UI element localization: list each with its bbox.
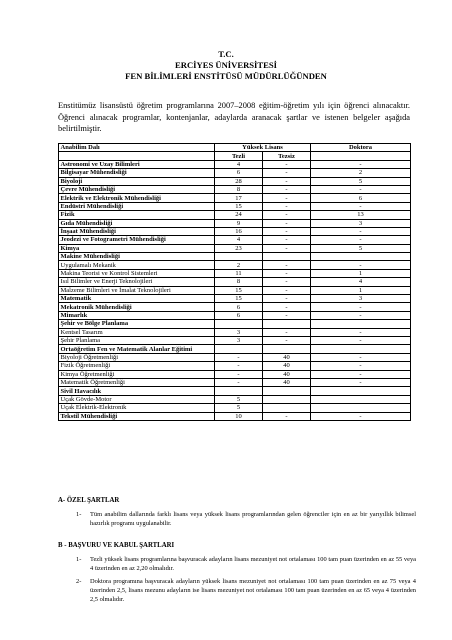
header-phd: Doktora: [311, 144, 411, 152]
table-row: [59, 328, 411, 336]
tezsiz-value: -: [263, 412, 311, 420]
dept-name: Biyoloji Öğretmenliği: [59, 353, 215, 361]
tezsiz-value: [263, 404, 311, 412]
tezli-value: 6: [215, 303, 263, 311]
tezsiz-value: -: [263, 295, 311, 303]
dept-name: Fizik: [59, 211, 215, 219]
dept-name: Kimya Öğretmenliği: [59, 370, 215, 378]
tezli-value: 15: [215, 295, 263, 303]
table-row: [59, 253, 411, 261]
tezsiz-value: -: [263, 328, 311, 336]
section-b-item-2: [76, 577, 416, 605]
phd-value: 5: [311, 177, 411, 185]
table-row: [59, 269, 411, 277]
table-row: [59, 219, 411, 227]
table-row: [59, 278, 411, 286]
table-row: [59, 227, 411, 235]
dept-name: Kimya: [59, 244, 215, 252]
tezsiz-value: -: [263, 236, 311, 244]
tezli-value: 6: [215, 169, 263, 177]
tezli-value: 17: [215, 194, 263, 202]
table-row: [59, 345, 411, 353]
table-row: [59, 303, 411, 311]
tezsiz-value: -: [263, 177, 311, 185]
quota-table: [58, 143, 411, 421]
tezli-value: 24: [215, 211, 263, 219]
header-masters: Yüksek Lisans: [215, 144, 311, 152]
tezli-value: 2: [215, 261, 263, 269]
table-row: [59, 320, 411, 328]
tezsiz-value: 40: [263, 362, 311, 370]
dept-name: Mimarlık: [59, 311, 215, 319]
item-number: 1-: [76, 556, 82, 563]
tezsiz-value: [263, 387, 311, 395]
table-row: [59, 395, 411, 403]
tezsiz-value: -: [263, 194, 311, 202]
phd-value: -: [311, 362, 411, 370]
dept-name: Matematik: [59, 295, 215, 303]
dept-name: Bilgisayar Mühendisliği: [59, 169, 215, 177]
phd-value: [311, 253, 411, 261]
dept-name: Fizik Öğretmenliği: [59, 362, 215, 370]
tezli-value: 4: [215, 160, 263, 168]
tezli-value: [215, 387, 263, 395]
header-dept: Anabilim Dalı: [59, 144, 215, 152]
header-tezli: Tezli: [215, 152, 263, 160]
tezsiz-value: [263, 320, 311, 328]
table-row: [59, 370, 411, 378]
tezli-value: 23: [215, 244, 263, 252]
phd-value: [311, 320, 411, 328]
table-row: [59, 185, 411, 193]
dept-name: Matematik Öğretmenliği: [59, 378, 215, 386]
item-text: Tezli yüksek lisans programlarına başvuracak adayların lisans mezuniyet not ortalaması 100 tam puan üzerinden en az 55 veya 4 üzerinden en az 2,20 olmalıdır.: [90, 556, 416, 573]
header-line-3: FEN BİLİMLERİ ENSTİTÜSÜ MÜDÜRLÜĞÜNDEN: [125, 71, 327, 81]
dept-name: Gıda Mühendisliği: [59, 219, 215, 227]
table-row: [59, 244, 411, 252]
phd-value: 1: [311, 286, 411, 294]
phd-value: -: [311, 412, 411, 420]
phd-value: -: [311, 378, 411, 386]
phd-value: 6: [311, 194, 411, 202]
phd-value: 2: [311, 169, 411, 177]
phd-value: 5: [311, 244, 411, 252]
tezsiz-value: -: [263, 336, 311, 344]
section-a-title: A- ÖZEL ŞARTLAR: [58, 497, 120, 504]
table-row: [59, 169, 411, 177]
phd-value: 1: [311, 269, 411, 277]
dept-name: Jeodezi ve Fotogrametri Mühendisliği: [59, 236, 215, 244]
tezsiz-value: -: [263, 160, 311, 168]
dept-name: Uçak Elektrik-Elektronik: [59, 404, 215, 412]
dept-name: Şehir ve Bölge Planlama: [59, 320, 215, 328]
phd-value: -: [311, 185, 411, 193]
tezli-value: -: [215, 378, 263, 386]
section-b-title: B - BAŞVURU VE KABUL ŞARTLARI: [58, 542, 175, 549]
tezsiz-value: -: [263, 311, 311, 319]
tezsiz-value: 40: [263, 353, 311, 361]
phd-value: -: [311, 311, 411, 319]
phd-value: [311, 404, 411, 412]
tezli-value: [215, 345, 263, 353]
tezsiz-value: -: [263, 211, 311, 219]
table-row: [59, 194, 411, 202]
tezli-value: -: [215, 370, 263, 378]
table-row: [59, 211, 411, 219]
table-row: [59, 404, 411, 412]
tezli-value: 28: [215, 177, 263, 185]
tezli-value: 8: [215, 185, 263, 193]
table-row: [59, 160, 411, 168]
phd-value: -: [311, 303, 411, 311]
phd-value: [311, 387, 411, 395]
phd-value: -: [311, 328, 411, 336]
dept-name: Uçak Gövde-Motor: [59, 395, 215, 403]
dept-name: Sivil Havacılık: [59, 387, 215, 395]
tezli-value: 3: [215, 328, 263, 336]
table-row: [59, 236, 411, 244]
phd-value: -: [311, 353, 411, 361]
item-number: 1-: [76, 511, 82, 518]
intro-paragraph: Enstitümüz lisansüstü öğretim programlarına 2007–2008 eğitim-öğretim yılı için öğrenci alınacaktır. Öğrenci alınacak programlar, kontenjanlar, adaylarda aranacak şartlar ve istenen belgeler aşağıda belirtilmiştir.: [58, 101, 410, 134]
phd-value: -: [311, 202, 411, 210]
tezsiz-value: -: [263, 278, 311, 286]
phd-value: 4: [311, 278, 411, 286]
phd-value: -: [311, 261, 411, 269]
tezli-value: 11: [215, 269, 263, 277]
section-a-item-1: [76, 510, 416, 528]
dept-name: Makina Teorisi ve Kontrol Sistemleri: [59, 269, 215, 277]
phd-value: 3: [311, 295, 411, 303]
subheader-empty: [311, 152, 411, 160]
tezli-value: 5: [215, 395, 263, 403]
tezli-value: 8: [215, 278, 263, 286]
dept-name: Elektrik ve Elektronik Mühendisliği: [59, 194, 215, 202]
tezli-value: 10: [215, 412, 263, 420]
section-b-item-1: [76, 555, 416, 573]
dept-name: Malzeme Bilimleri ve İmalat Teknolojileri: [59, 286, 215, 294]
tezli-value: 9: [215, 219, 263, 227]
subheader-empty: [59, 152, 215, 160]
tezsiz-value: -: [263, 169, 311, 177]
tezsiz-value: -: [263, 261, 311, 269]
tezsiz-value: -: [263, 202, 311, 210]
tezli-value: -: [215, 353, 263, 361]
phd-value: -: [311, 160, 411, 168]
dept-name: Biyoloji: [59, 177, 215, 185]
table-row: [59, 295, 411, 303]
table-row: [59, 378, 411, 386]
dept-name: Astronomi ve Uzay Bilimleri: [59, 160, 215, 168]
item-text: Tüm anabilim dallarında farklı lisans veya yüksek lisans programlarından gelen öğrenciler için en az bir yarıyıllık bilimsel hazırlık programı uygulanabilir.: [90, 511, 416, 528]
table-row: [59, 311, 411, 319]
tezsiz-value: 40: [263, 378, 311, 386]
dept-name: Tekstil Mühendisliği: [59, 412, 215, 420]
tezli-value: 4: [215, 236, 263, 244]
dept-name: Endüstri Mühendisliği: [59, 202, 215, 210]
table-row: [59, 362, 411, 370]
dept-name: Ortaöğretim Fen ve Matematik Alanlar Eğitimi: [59, 345, 215, 353]
tezli-value: -: [215, 362, 263, 370]
tezsiz-value: -: [263, 303, 311, 311]
phd-value: -: [311, 236, 411, 244]
header-tezsiz: Tezsiz: [263, 152, 311, 160]
table-row: [59, 336, 411, 344]
tezsiz-value: -: [263, 286, 311, 294]
table-header-row: [59, 144, 411, 152]
header-line-2: ERCİYES ÜNİVERSİTESİ: [175, 60, 277, 70]
tezli-value: 5: [215, 404, 263, 412]
tezsiz-value: -: [263, 219, 311, 227]
phd-value: -: [311, 227, 411, 235]
dept-name: Isıl Bilimler ve Enerji Teknolojileri: [59, 278, 215, 286]
dept-name: İnşaat Mühendisliği: [59, 227, 215, 235]
phd-value: 13: [311, 211, 411, 219]
dept-name: Uygulamalı Mekanik: [59, 261, 215, 269]
tezsiz-value: -: [263, 269, 311, 277]
item-number: 2-: [76, 578, 82, 585]
phd-value: -: [311, 370, 411, 378]
phd-value: [311, 345, 411, 353]
dept-name: Kentsel Tasarım: [59, 328, 215, 336]
tezli-value: 3: [215, 336, 263, 344]
header-line-1: T.C.: [218, 49, 234, 59]
table-row: [59, 387, 411, 395]
table-row: [59, 353, 411, 361]
tezli-value: 15: [215, 202, 263, 210]
tezsiz-value: 40: [263, 370, 311, 378]
dept-name: Mekatronik Mühendisliği: [59, 303, 215, 311]
table-row: [59, 286, 411, 294]
tezli-value: 15: [215, 286, 263, 294]
phd-value: -: [311, 336, 411, 344]
tezsiz-value: [263, 345, 311, 353]
item-text: Doktora programına başvuracak adayların yüksek lisans mezuniyet not ortalaması 100 tam puan üzerinden en az 75 veya 4 üzerinden 2,5, lisans mezunu adayların ise lisans mezuniyet not ortalaması 100 tam puan üzerinden en az 65 veya 4 üzerinden 2,5 olmalıdır.: [90, 578, 416, 604]
tezsiz-value: -: [263, 227, 311, 235]
table-row: [59, 202, 411, 210]
table-subheader-row: [59, 152, 411, 160]
tezsiz-value: -: [263, 244, 311, 252]
tezli-value: [215, 253, 263, 261]
dept-name: Şehir Planlama: [59, 336, 215, 344]
phd-value: [311, 395, 411, 403]
phd-value: 3: [311, 219, 411, 227]
table-row: [59, 177, 411, 185]
tezli-value: 6: [215, 311, 263, 319]
dept-name: Makine Mühendisliği: [59, 253, 215, 261]
table-row: [59, 261, 411, 269]
tezsiz-value: [263, 395, 311, 403]
tezsiz-value: [263, 253, 311, 261]
tezli-value: 16: [215, 227, 263, 235]
dept-name: Çevre Mühendisliği: [59, 185, 215, 193]
tezsiz-value: -: [263, 185, 311, 193]
table-row: [59, 412, 411, 420]
tezli-value: [215, 320, 263, 328]
